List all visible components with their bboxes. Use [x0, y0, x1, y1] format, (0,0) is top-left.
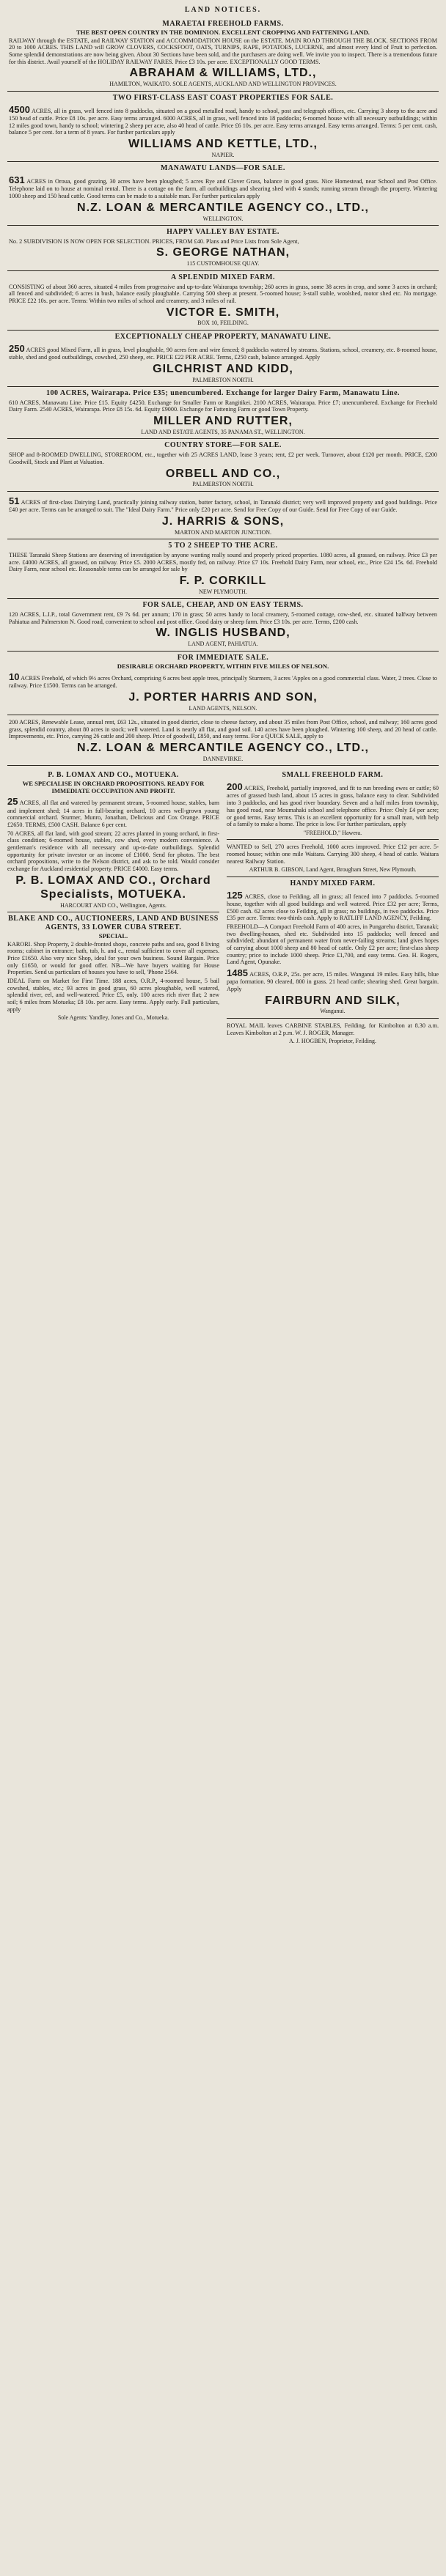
right-column — [227, 766, 439, 1047]
land-advertisement — [7, 18, 439, 91]
ad-headline: P. B. LOMAX AND CO., MOTUEKA. — [48, 771, 179, 780]
ad-body — [9, 552, 437, 573]
ad-body-secondary: IDEAL Farm on Market for First Time. 188 acres, O.R.P., 4-roomed house, 5 bail cowshed, stables, etc.; 93 acres in good grass, 60 acres ploughable, well watered, splendid river, eel, and well-watered. Price £5, only. 100 acres rich river flat; 2 new soil; 6 miles from Motueka; £8 10s. per acre. Easy terms. Apply early. Full particulars, apply — [7, 978, 219, 1013]
land-advertisement — [227, 839, 439, 876]
ad-body-text: 610 ACRES, Manawatu Line. Price £15. Equity £4250. Exchange for Smaller Farm or Rangitikei. 2100 ACRES, Wairarapa. Price £7; unencumbered. Exchange for Freehold Dairy Farm. 2540 ACRES, Wairarapa. Price £8 15s. 6d. Equity £9000. Exchange for Fattening Farm or good Town Property. — [9, 399, 437, 413]
ad-body — [9, 104, 437, 136]
ad-agent-address: Wanganui. — [320, 1008, 346, 1015]
ad-agent-name: GILCHRIST AND KIDD, — [153, 362, 293, 375]
land-advertisement — [7, 225, 439, 270]
land-advertisement — [7, 161, 439, 225]
ad-agent-address: DANNEVIRKE. — [202, 755, 244, 762]
ad-agent-address: PALMERSTON NORTH. — [192, 376, 254, 383]
ad-agent-name: WILLIAMS AND KETTLE, LTD., — [128, 137, 318, 150]
ad-lead-number: 51 — [9, 495, 20, 506]
ad-body-tertiary — [227, 967, 439, 993]
ad-body — [7, 941, 219, 976]
ad-body — [9, 343, 437, 361]
ad-lead-number: 125 — [227, 889, 243, 901]
ad-lead-number: 4500 — [9, 103, 30, 115]
ad-headline: BLAKE AND CO., AUCTIONEERS, LAND AND BUSINESS AGENTS, 33 LOWER CUBA STREET. — [8, 915, 219, 931]
ad-body — [9, 284, 437, 305]
ad-agent-address: 115 CUSTOMHOUSE QUAY. — [186, 260, 260, 267]
ad-body — [9, 37, 437, 66]
ad-body-text: CONSISTING of about 360 acres, situated 4 miles from progressive and up-to-date Wairarapa township; 260 acres in grass, some 38 acres in crop, and some 3 acres in orchard; all fenced and subdivided; 6 acres in bush, balance easily ploughable. Carrying 500 sheep at present. 5-roomed house; 3-stall stable, woolshed, motor shed etc. No mortgage. PRICE £22 10s. per acre. Terms: Within two miles of school and creamery, and 3 miles of rail. — [9, 283, 437, 304]
ad-agent-name: S. GEORGE NATHAN, — [156, 246, 290, 259]
land-advertisement — [7, 651, 439, 715]
ad-agent-address: MARTON AND MARTON JUNCTION. — [174, 528, 272, 536]
ad-headline: HANDY MIXED FARM. — [290, 879, 376, 887]
ad-body-text: ROYAL MAIL leaves CARBINE STABLES, Feilding, for Kimbolton at 8.30 a.m. Leaves Kimbolton at 2 p.m. W. J. ROGER, Manager. — [227, 1022, 439, 1036]
ad-body — [9, 719, 437, 740]
ad-body-text: THESE Taranaki Sheep Stations are deserving of investigation by anyone wanting really sound and properly priced properties. 1080 acres, all grassed, on railway. Price £3 per acre. £4000 ACRES, all grassed, on railway. Price £5. 2000 ACRES, mostly fed, on railway. Price £7 10s. Freehold Dairy Farm, near school, etc., Price £24 15s. 6d. Freehold Dairy Farm, near school etc. Reasonable terms can be arranged for sale by — [9, 552, 437, 573]
ad-headline: TWO FIRST-CLASS EAST COAST PROPERTIES FOR SALE. — [112, 93, 334, 102]
ad-agent-address: WELLINGTON. — [202, 215, 244, 222]
ad-agent-name: W. INGLIS HUSBAND, — [156, 627, 290, 640]
ad-headline: A SPLENDID MIXED FARM. — [171, 273, 275, 281]
ad-agent-address: A. J. HOGBEN, Proprietor, Feilding. — [288, 1038, 376, 1045]
ad-body — [9, 238, 437, 246]
ad-headline: 100 ACRES, Wairarapa. Price £35; unencumbered. Exchange for larger Dairy Farm, Manawatu Line. — [45, 388, 401, 397]
ad-body-secondary: 70 ACRES, all flat land, with good stream; 22 acres planted in young orchard, in first-class condition; 6-roomed house, stables, cow shed, every modern convenience. A gentleman's residence with all necessary and up-to-date outbuildings. Splendid opportunity for private investor or an income of £1000. Send for photos. The best orchard propositions, write to the Nelson district, and ask to be told. Would consider exchange for Auckland residential property. PRICE £4000. Easy terms. — [7, 830, 219, 873]
land-advertisement — [7, 270, 439, 330]
ad-agent-name: ABRAHAM & WILLIAMS, LTD., — [129, 67, 317, 80]
ad-subheading: DESIRABLE ORCHARD PROPERTY, WITHIN FIVE MILES OF NELSON. — [117, 662, 329, 670]
land-advertisement — [227, 876, 439, 1018]
land-advertisement — [7, 598, 439, 650]
ad-body — [7, 796, 219, 828]
land-advertisement — [7, 769, 219, 912]
ad-body — [227, 844, 439, 865]
land-advertisement — [7, 539, 439, 598]
ad-body — [9, 399, 437, 413]
ad-agent-address: LAND AND ESTATE AGENTS, 35 PANAMA ST., WELLINGTON. — [141, 429, 305, 435]
ad-agent-address: PALMERSTON NORTH. — [192, 481, 254, 488]
ad-agent-address: HARCOURT AND CO., Wellington, Agents. — [60, 901, 167, 909]
ad-agent-name: N.Z. LOAN & MERCANTILE AGENCY CO., LTD., — [77, 742, 369, 755]
ad-agent-name: ORBELL AND CO., — [165, 467, 281, 480]
ad-body — [227, 890, 439, 922]
ad-lead-number: 10 — [9, 671, 20, 682]
ad-body-text: RAILWAY through the ESTATE, and RAILWAY STATION and ACCOMMODATION HOUSE on the ESTATE. MAIN ROAD THROUGH THE BLOCK. SECTIONS FROM 20 to 1000 ACRES. THIS LAND will GROW CLOVERS, COCKSFOOT, OATS, TURNIPS, RAPE, POTATOES, LUCERNE, and almost every kind of Fruit to perfection. Some splendid demonstrations are now being given. About 30 Sections have been sold, and the purchasers are doing well. We invite you to inspect. There is a tremendous future for this district. Avail yourself of the HOLIDAY RAILWAY FARES. Price £3 10s. per acre. EXCEPTIONALLY GOOD TERMS. — [9, 37, 437, 65]
ad-agent-address: NEW PLYMOUTH. — [199, 588, 247, 595]
land-advertisement — [227, 769, 439, 839]
ad-body — [9, 611, 437, 625]
ad-body-text: ACRES Freehold, of which 9½ acres Orchard, comprising 6 acres best apple trees, principally Sturmers, 3 acres 'Apples on a good commercial class. Water, 2 trees. Close to railway. Price £1500. Terms can be arranged. — [9, 674, 437, 690]
land-advertisement — [7, 438, 439, 490]
ad-agent-name: N.Z. LOAN & MERCANTILE AGENCY CO., LTD., — [77, 201, 369, 214]
land-advertisement — [7, 91, 439, 161]
ad-body-secondary: FREEHOLD—A Compact Freehold Farm of 400 acres, in Pungarehu district, Taranaki; two dwelling-houses, shed etc. Subdivided into 15 paddocks; well fenced and subdivided; abundant of permanent water from never-failing streams; land gives hopes of carrying about 1000 sheep and 80 head of cattle. Only £2 per acre; first-class sheep country; price to include 1000 sheep. Price £1,700, and easy terms. Geo. H. Rogers, Land Agent, Opunake. — [227, 923, 439, 966]
ad-agent-name: J. HARRIS & SONS, — [161, 514, 285, 528]
ad-subheading: THE BEST OPEN COUNTRY IN THE DOMINION. EXCELLENT CROPPING AND FATTENING LAND. — [76, 28, 370, 36]
ad-body — [9, 451, 437, 465]
ad-body-text: ACRES, all in grass, well fenced into 8 paddocks, situated on a good metalled road, handy to school, post and telegraph offices, etc. Carrying 3 sheep to the acre and 150 head of cattle. Price £8 10s. per acre. Easy terms arranged. 6000 ACRES, all in grass, well fenced into 18 paddocks; 6-roomed house with all necessary outbuildings; within 12 miles good town, handy to school; wintering 2 sheep per acre, also 40 head of cattle. Price £6 10s. per acre. Easy terms arranged. Easy terms arranged. Terms: 5 per cent. cash, balance 5 per cent. for a term of 8 years. For further particulars apply — [9, 107, 437, 136]
ad-headline: HAPPY VALLEY BAY ESTATE. — [167, 227, 279, 236]
ad-body-text: ACRES, close to Feilding, all in grass; all fenced into 7 paddocks. 5-roomed house, together with all good buildings and well watered. Price £32 per acre; Terms, £500 cash. 62 acres close to Feilding, all in grass; no buildings, in two paddocks. Price £35 per acre. Terms: two-thirds cash. Apply to RATLIFF LAND AGENCY, Feilding. — [227, 893, 439, 922]
ad-body — [9, 671, 437, 690]
ad-subheading: WE SPECIALISE IN ORCHARD PROPOSITIONS. READY FOR IMMEDIATE OCCUPATION AND PROFIT. — [22, 780, 205, 795]
ad-body-text: SHOP and 8-ROOMED DWELLING, STOREROOM, etc., together with 25 ACRES LAND, lease 3 years; rent, £2 per week. Turnover, about £120 per month. PRICE, £200 Goodwill, Stock and Plant at Valuation. — [9, 451, 437, 465]
ad-agent-address: Sole Agents: Yandley, Jones and Co., Motueka. — [57, 1014, 169, 1022]
ad-headline: FOR SALE, CHEAP, AND ON EASY TERMS. — [142, 601, 304, 610]
ad-body-text: ACRES, Freehold, partially improved, and fit to run breeding ewes or cattle; 60 acres of grassed bush land, about 15 acres in grass, balance easy to clear. Subdivided into 3 paddocks, and has good river boundary. Seven and a half miles from township, has good road, near Moumahaki school and telephone office. Price: Only £4 per acre; or good terms. Easy terms. This is an excellent opportunity for a small man, with help of a family to make a home. The price is low. For further particulars, apply — [227, 785, 439, 828]
ad-body — [227, 1022, 439, 1036]
ad-agent-address: LAND AGENTS, NELSON. — [189, 704, 257, 712]
ad-body-text: ACRES good Mixed Farm, all in grass, level ploughable, 90 acres fern and wire fenced; 8 paddocks watered by streams. Stations, school, creamery, etc. 8-roomed house, stable, shed and good outbuildings, cowshed, 250 sheep, etc. PRICE £22 PER ACRE. Terms, £250 cash, balance arranged. Apply — [9, 346, 437, 361]
ad-agent-address: "FREEHOLD," Hawera. — [303, 829, 362, 836]
land-advertisement — [7, 912, 219, 1025]
ad-agent-name: MILLER AND RUTTER, — [153, 415, 293, 428]
ad-agent-address: HAMILTON, WAIKATO. SOLE AGENTS, AUCKLAND AND WELLINGTON PROVINCES. — [109, 81, 337, 88]
ad-headline: FOR IMMEDIATE SALE. — [177, 653, 269, 662]
ad-body-text: No. 2 SUBDIVISION IS NOW OPEN FOR SELECTION. PRICES, FROM £40. Plans and Price Lists from Sole Agent, — [9, 237, 299, 245]
full-width-ads — [7, 18, 439, 766]
ad-body-text: 200 ACRES, Renewable Lease, annual rent, £63 12s., situated in good district, close to cheese factory, and about 35 miles from Post Office, school, and railway; 160 acres good grass, splendid country, about 80 acres in stock; well watered. Land is nearly all flat, and good soil. 140 acres have been ploughed. Wintering 100 sheep, and 20 head of cattle. Improvements, etc. Price, carrying 26 cattle and 200 sheep. Price of goodwill, £850, and easy terms. For a QUICK SALE, apply to — [9, 719, 437, 740]
ad-headline: EXCEPTIONALLY CHEAP PROPERTY, MANAWATU LINE. — [114, 332, 332, 341]
ad-subheading: SPECIAL. — [98, 931, 128, 940]
ad-agent-address: ARTHUR B. GIBSON, Land Agent, Brougham Street, New Plymouth. — [249, 866, 417, 874]
section-title: LAND NOTICES. — [184, 6, 262, 14]
left-column — [7, 766, 219, 1047]
ad-headline: 5 TO 2 SHEEP TO THE ACRE. — [168, 542, 278, 550]
land-advertisement — [7, 715, 439, 765]
ad-body — [227, 781, 439, 828]
land-advertisement — [7, 386, 439, 438]
ad-lead-number: 200 — [227, 781, 243, 793]
land-advertisement — [7, 330, 439, 386]
ad-agent-name: F. P. CORKILL — [179, 575, 267, 588]
ad-body-text: ACRES of first-class Dairying Land, practically joining railway station, butter factory, school, in Taranaki district; very well improved property and good buildings. Price £40 per acre. Terms can be arranged to suit. The "Ideal Dairy Farm." Price only £20 per acre. Send for Free Copy of our Guide. Send for Free Copy of our Guide. — [9, 498, 437, 514]
newspaper-page — [0, 0, 446, 1051]
ad-agent-name: VICTOR E. SMITH, — [166, 306, 280, 319]
ad-headline: MARAETAI FREEHOLD FARMS. — [162, 19, 284, 28]
ad-body-text: KARORI. Shop Property, 2 double-fronted shops, concrete paths and sea, good 8 living rooms; cabinet in entrance; bath, tub, h. and c., rental sufficient to cover all expenses. Price £1650. Also very nice Shop, ideal for your own business. Sound Bargain. Price only £1650, or would for good offer. NB—We have buyers waiting for House Properties. Send us particulars of houses you have to sell, 'Phone 2564. — [7, 940, 219, 976]
ad-agent-address: BOX 10, FEILDING. — [197, 320, 249, 327]
ad-agent-name: FAIRBURN AND SILK, — [265, 994, 401, 1007]
ad-body — [9, 174, 437, 200]
land-advertisement — [7, 491, 439, 539]
ad-body-text: ACRES, all flat and watered by permanent stream, 5-roomed house, stables, barn and implement shed; 14 acres in full-bearing orchard, 10 acres well-grown young commercial orchard. Sturmer, Munro, Jonathan, Delicious and Cox Orange. PRICE £2650. TERMS, £500 CASH. Balance 6 per cent. — [7, 800, 219, 829]
ad-body-text: 120 ACRES, L.I.P., total Government rent, £9 7s 6d. per annum; 170 in grass; 50 acres handy to local creamery, 5-roomed cottage, cow-shed, etc. situated halfway between Pahiatua and Palmerston N. Good road, convenient to school and post office. Good dairy or sheep farm. Price £3 10s. per acre. Terms, £200 cash. — [9, 611, 437, 625]
ad-agent-name: J. PORTER HARRIS AND SON, — [128, 690, 318, 704]
ad-body-text-3: ACRES, O.R.P., 25s. per acre, 15 miles. Wanganui 19 miles. Easy hills, blue papa formation. 90 cleared, 800 in grass. 21 head cattle; shearing shed. Great bargain. Apply — [227, 970, 439, 992]
ad-headline: MANAWATU LANDS—FOR SALE. — [161, 164, 285, 173]
ad-lead-number: 631 — [9, 174, 25, 185]
ad-body-text: ACRES in Oroua, good grazing, 30 acres have been ploughed; 5 acres Rye and Clover Grass, balance in good grass. Nice Homestead, near School and Post Office. Telephone laid on to house at nominal rental. There is a cottage on the farm, all outbuildings and shearing shed with 4 stands; running stream through the property. Wintering 1000 sheep and 150 head cattle. Good terms can be made to a suitable man. For further particulars apply — [9, 177, 437, 199]
ad-lead-number: 25 — [7, 796, 18, 808]
ad-agent-address: LAND AGENT, PAHIATUA. — [188, 641, 258, 648]
ad-lead-number-2: 1485 — [227, 967, 248, 978]
ad-agent-name: P. B. LOMAX AND CO., Orchard Specialists, MOTUEKA. — [15, 874, 211, 901]
ad-lead-number: 250 — [9, 342, 25, 354]
ad-headline: COUNTRY STORE—FOR SALE. — [164, 441, 282, 450]
two-column-section — [7, 765, 439, 1047]
ad-agent-address: NAPIER. — [211, 151, 235, 158]
ad-headline: SMALL FREEHOLD FARM. — [282, 771, 384, 780]
ad-body — [9, 495, 437, 514]
ad-body-text: WANTED to Sell, 270 acres Freehold, 1000 acres improved. Price £12 per acre. 5-roomed house; within one mile Waitara. Carrying 300 sheep, 4 head of cattle. Waitara nearest Railway Station. — [227, 844, 439, 865]
land-advertisement — [227, 1018, 439, 1048]
